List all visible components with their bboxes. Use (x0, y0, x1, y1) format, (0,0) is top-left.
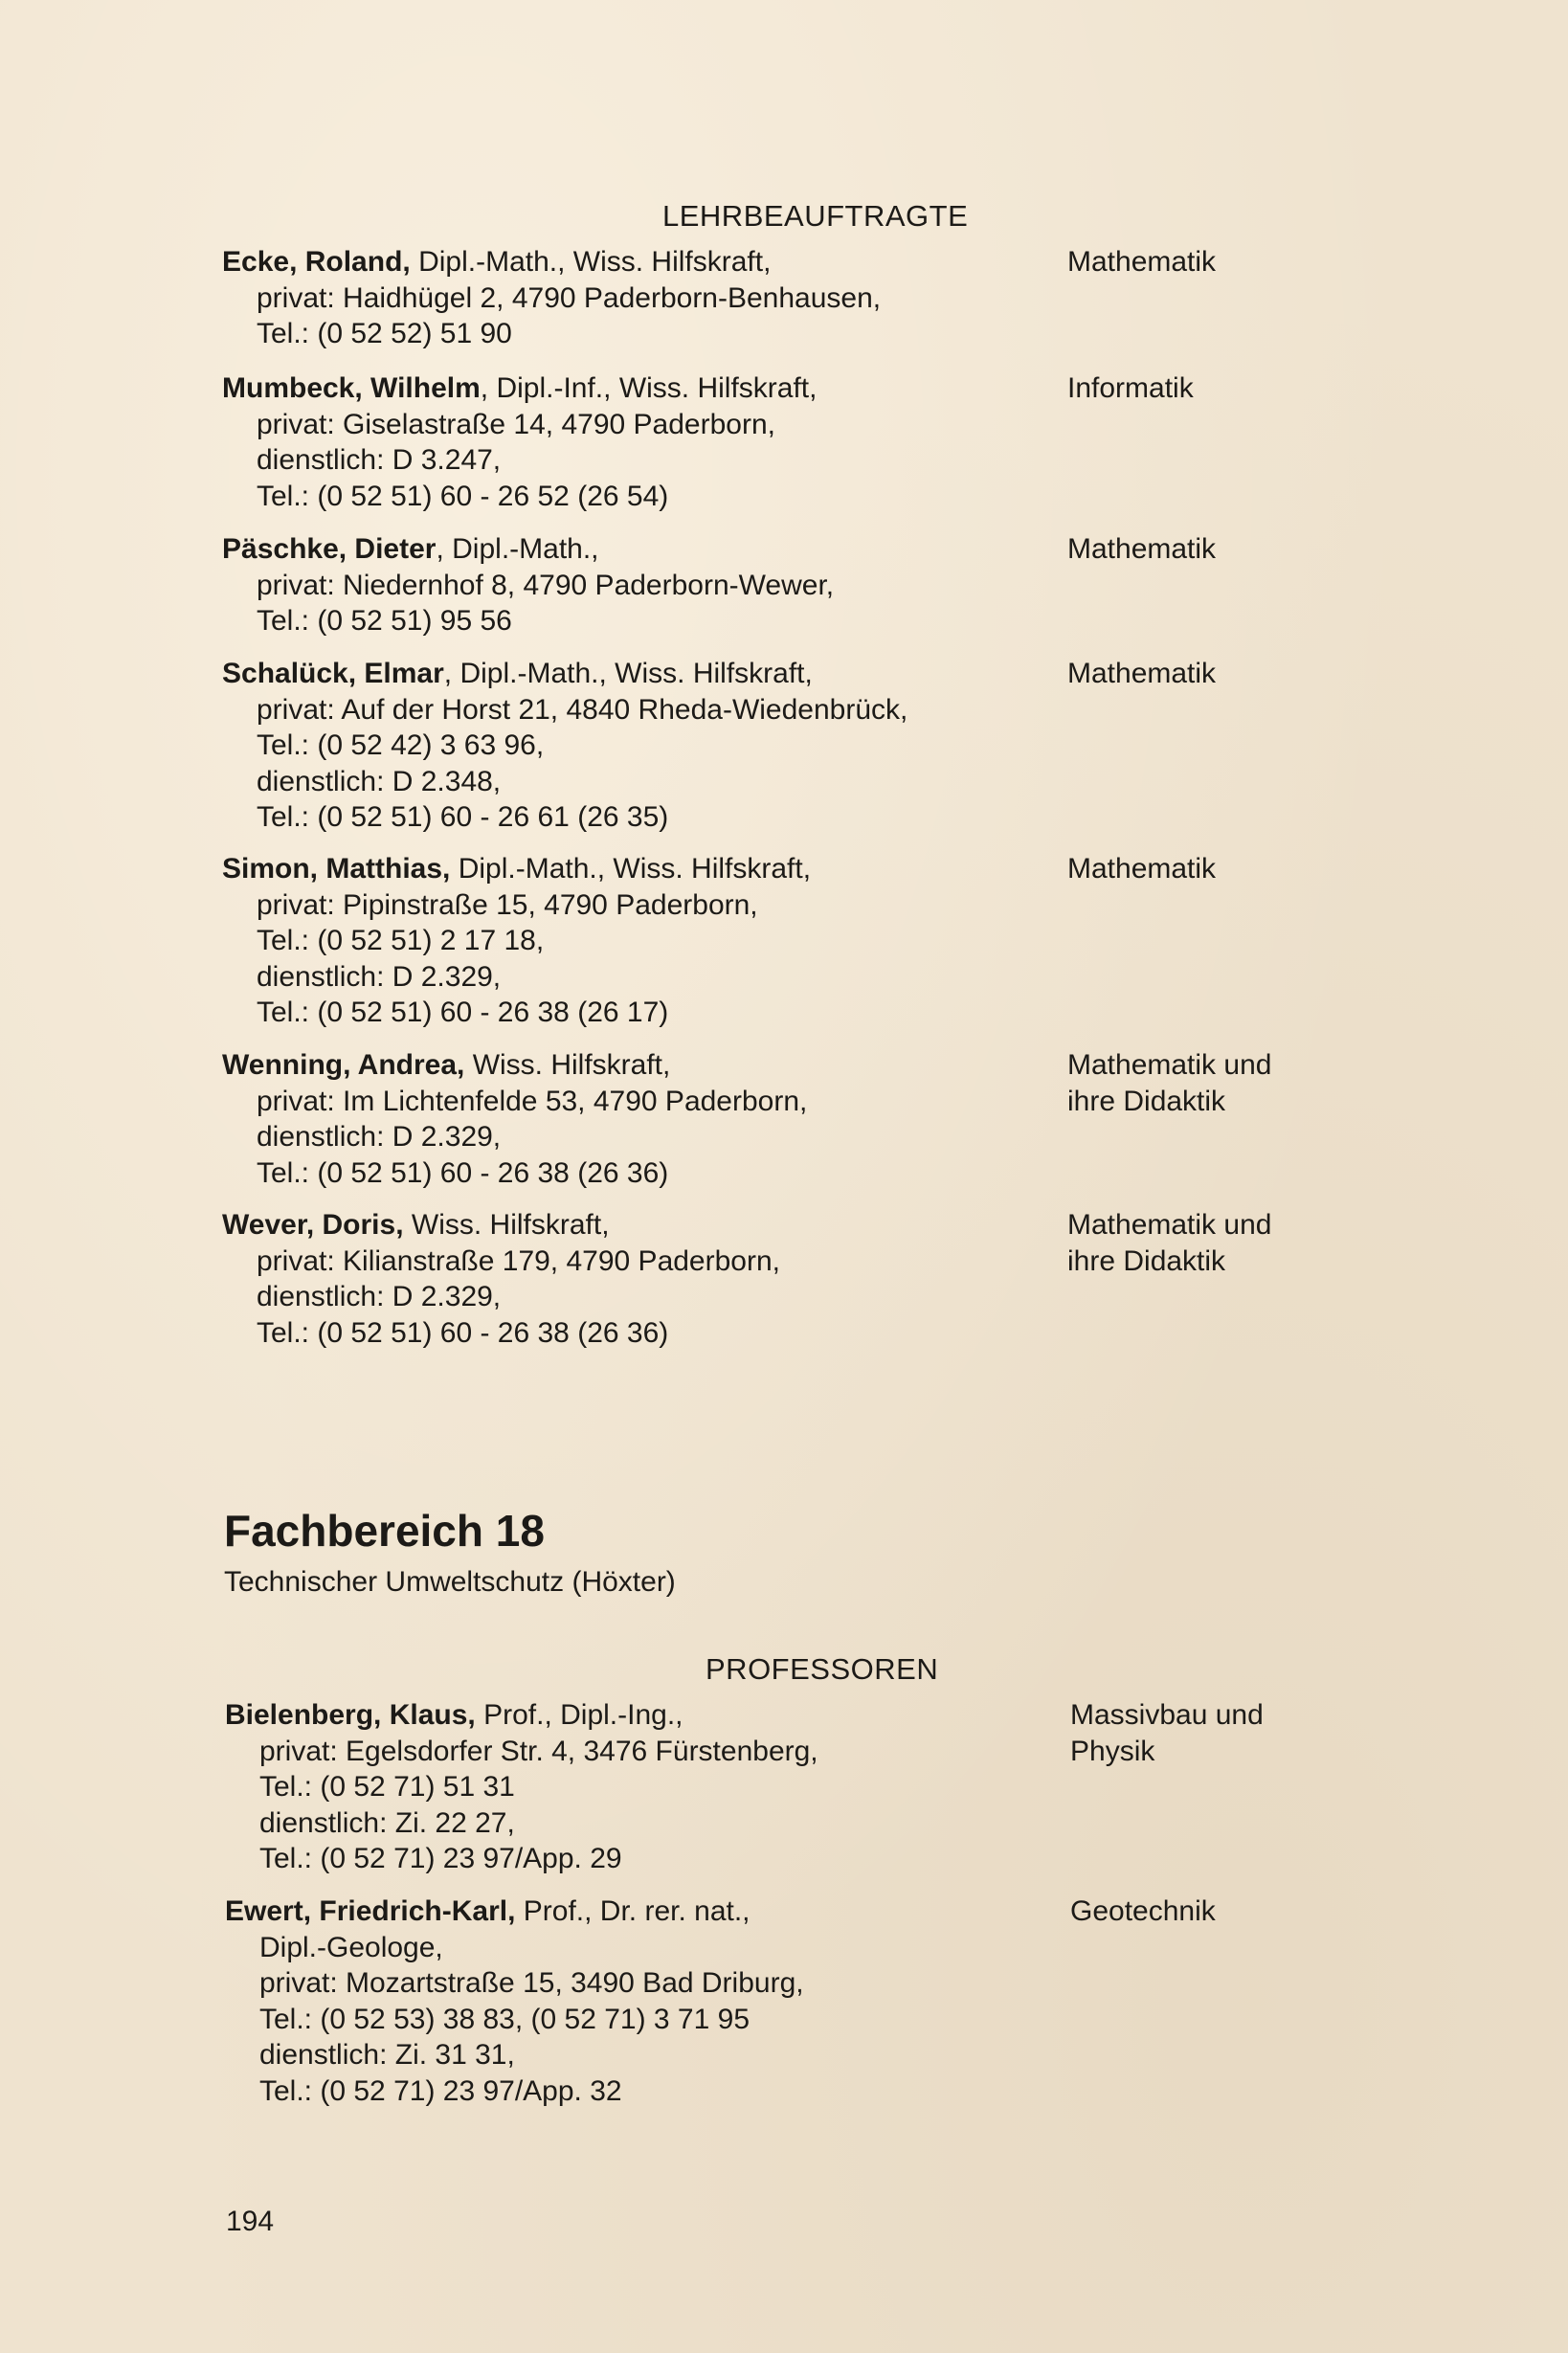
entry-line: privat: Mozartstraße 15, 3490 Bad Driburg, (259, 1967, 804, 1999)
entry-line: privat: Haidhügel 2, 4790 Paderborn-Benhausen, (257, 281, 882, 314)
person-name: Mumbeck, Wilhelm (222, 372, 481, 404)
subject-area: Mathematik (1067, 853, 1217, 885)
entry-line: dienstlich: D 2.329, (257, 960, 502, 993)
person-name: Simon, Matthias, (222, 853, 451, 885)
entry-line: Tel.: (0 52 51) 60 - 26 38 (26 36) (257, 1156, 669, 1189)
entry-line: dienstlich: D 2.329, (257, 1121, 502, 1153)
person-title: , Dipl.-Math., Wiss. Hilfskraft, (443, 658, 813, 689)
entry-line: Tel.: (0 52 52) 51 90 (257, 318, 512, 349)
faculty-subtitle: Technischer Umweltschutz (Höxter) (224, 1566, 676, 1598)
entry-line: Tel.: (0 52 51) 2 17 18, (257, 925, 545, 956)
person-title: Dipl.-Math., Wiss. Hilfskraft, (450, 853, 812, 885)
entry-line: privat: Giselastraße 14, 4790 Paderborn, (257, 408, 775, 440)
entry-line: privat: Kilianstraße 179, 4790 Paderborn, (257, 1244, 780, 1277)
page-number: 194 (226, 2206, 275, 2237)
subject-area: Mathematik (1067, 533, 1217, 565)
entry-line: Tel.: (0 52 51) 60 - 26 38 (26 17) (257, 997, 669, 1028)
person-name: Schalück, Elmar (222, 658, 444, 689)
entry-line: Dipl.-Geologe, (259, 1931, 443, 1963)
entry-line: privat: Niedernhof 8, 4790 Paderborn-Wewer, (257, 569, 835, 601)
entry-line: privat: Auf der Horst 21, 4840 Rheda-Wiedenbrück, (257, 693, 908, 726)
entry-line: Tel.: (0 52 51) 60 - 26 52 (26 54) (257, 480, 669, 512)
entry-line: Tel.: (0 52 51) 60 - 26 38 (26 36) (257, 1316, 669, 1349)
subject-area: Mathematik und ihre Didaktik (1067, 1049, 1272, 1117)
person-name: Wever, Doris, (222, 1209, 404, 1241)
person-title: , Dipl.-Math., (436, 533, 599, 565)
entry-line: privat: Im Lichtenfelde 53, 4790 Paderborn, (257, 1085, 808, 1117)
person-title: Wiss. Hilfskraft, (464, 1049, 671, 1081)
entry-line: Tel.: (0 52 51) 60 - 26 61 (26 35) (257, 801, 669, 833)
entry-line: dienstlich: D 3.247, (257, 444, 502, 476)
entry-line: dienstlich: Zi. 22 27, (259, 1806, 515, 1839)
subject-area: Geotechnik (1070, 1895, 1216, 1927)
section-heading-lehrbeauftragte: LEHRBEAUFTRAGTE (662, 199, 969, 233)
subject-area: Informatik (1067, 372, 1194, 404)
person-title: Wiss. Hilfskraft, (403, 1209, 610, 1241)
entry-line: privat: Egelsdorfer Str. 4, 3476 Fürstenberg, (259, 1735, 818, 1767)
entry-line: Tel.: (0 52 71) 51 31 (259, 1771, 515, 1803)
subject-area: Mathematik und ihre Didaktik (1067, 1209, 1272, 1277)
entry-line: Tel.: (0 52 51) 95 56 (257, 605, 512, 637)
person-name: Ewert, Friedrich-Karl, (225, 1895, 516, 1927)
subject-area: Mathematik (1067, 246, 1217, 278)
entry-line: dienstlich: Zi. 31 31, (259, 2039, 515, 2071)
person-name: Ecke, Roland, (222, 246, 411, 278)
person-title: Prof., Dr. rer. nat., (515, 1895, 750, 1927)
person-title: Prof., Dipl.-Ing., (475, 1699, 683, 1731)
person-name: Bielenberg, Klaus, (225, 1699, 476, 1731)
person-name: Päschke, Dieter (222, 533, 437, 565)
subject-area: Mathematik (1067, 658, 1217, 689)
person-title: , Dipl.-Inf., Wiss. Hilfskraft, (480, 372, 818, 404)
entry-line: Tel.: (0 52 71) 23 97/App. 29 (259, 1843, 622, 1874)
entry-line: Tel.: (0 52 42) 3 63 96, (257, 729, 545, 761)
faculty-title: Fachbereich 18 (224, 1506, 545, 1556)
entry-line: dienstlich: D 2.329, (257, 1281, 502, 1312)
entry-line: Tel.: (0 52 53) 38 83, (0 52 71) 3 71 95 (259, 2003, 750, 2035)
subject-area: Massivbau und Physik (1070, 1699, 1264, 1767)
entry-line: privat: Pipinstraße 15, 4790 Paderborn, (257, 888, 758, 921)
person-title: Dipl.-Math., Wiss. Hilfskraft, (410, 246, 772, 278)
section-heading-professoren: PROFESSOREN (706, 1652, 939, 1686)
entry-line: Tel.: (0 52 71) 23 97/App. 32 (259, 2074, 622, 2107)
person-name: Wenning, Andrea, (222, 1049, 465, 1081)
entry-line: dienstlich: D 2.348, (257, 765, 502, 797)
